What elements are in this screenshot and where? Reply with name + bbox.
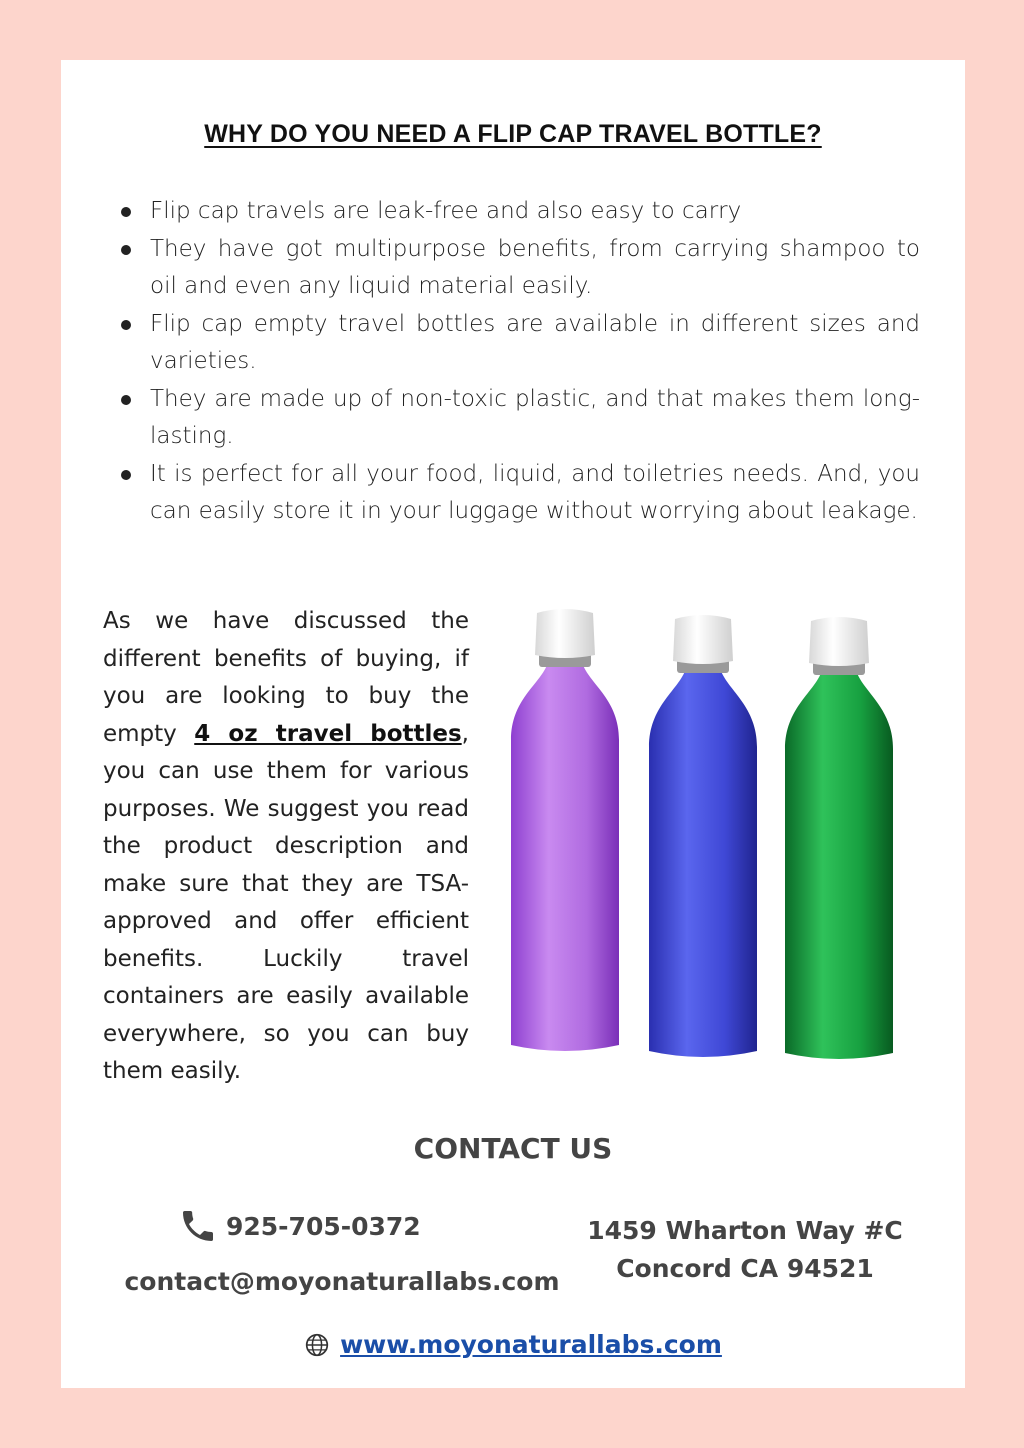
email-address[interactable]: contact@moyonaturallabs.com: [124, 1267, 560, 1296]
blue-bottle: [649, 615, 757, 1057]
website-link[interactable]: www.moyonaturallabs.com: [340, 1330, 722, 1359]
page-title: WHY DO YOU NEED A FLIP CAP TRAVEL BOTTLE?: [204, 120, 822, 148]
list-item: Flip cap empty travel bottles are available in different sizes and varieties.: [105, 306, 920, 381]
website-block: [61, 1330, 965, 1359]
phone-number[interactable]: 925-705-0372: [226, 1211, 421, 1241]
list-item: They are made up of non-toxic plastic, and that makes them long-lasting.: [105, 381, 920, 456]
paragraph-text-after: , you can use them for various purposes. We suggest you read the product description and make sure that they are TSA-approved and offer efficient benefits. Luckily travel containers are easily available everywhere, so you can buy them easily.: [103, 720, 469, 1084]
green-bottle: [785, 617, 893, 1059]
list-item: Flip cap travels are leak-free and also easy to carry: [105, 193, 920, 231]
phone-block: [178, 1206, 421, 1246]
bottles-image: [499, 605, 899, 1065]
contact-heading: CONTACT US: [413, 1132, 613, 1165]
address-block: [575, 1212, 915, 1288]
list-item: They have got multipurpose benefits, from carrying shampoo to oil and even any liquid material easily.: [105, 231, 920, 306]
document-page: [61, 60, 965, 1388]
globe-icon: [304, 1332, 330, 1358]
phone-icon: [178, 1206, 218, 1246]
list-item: It is perfect for all your food, liquid, and toiletries needs. And, you can easily store it in your luggage without worrying about leakage.: [105, 456, 920, 531]
paragraph-text-before: As we have discussed the different benefits of buying, if you are looking to buy the empty: [103, 608, 469, 747]
address-line-2: Concord CA 94521: [616, 1254, 874, 1283]
purple-bottle: [511, 609, 619, 1051]
benefits-list: [105, 193, 920, 531]
description-paragraph: [103, 603, 469, 1091]
address-line-1: 1459 Wharton Way #C: [587, 1216, 903, 1245]
travel-bottles-link[interactable]: 4 oz travel bottles: [194, 720, 462, 747]
